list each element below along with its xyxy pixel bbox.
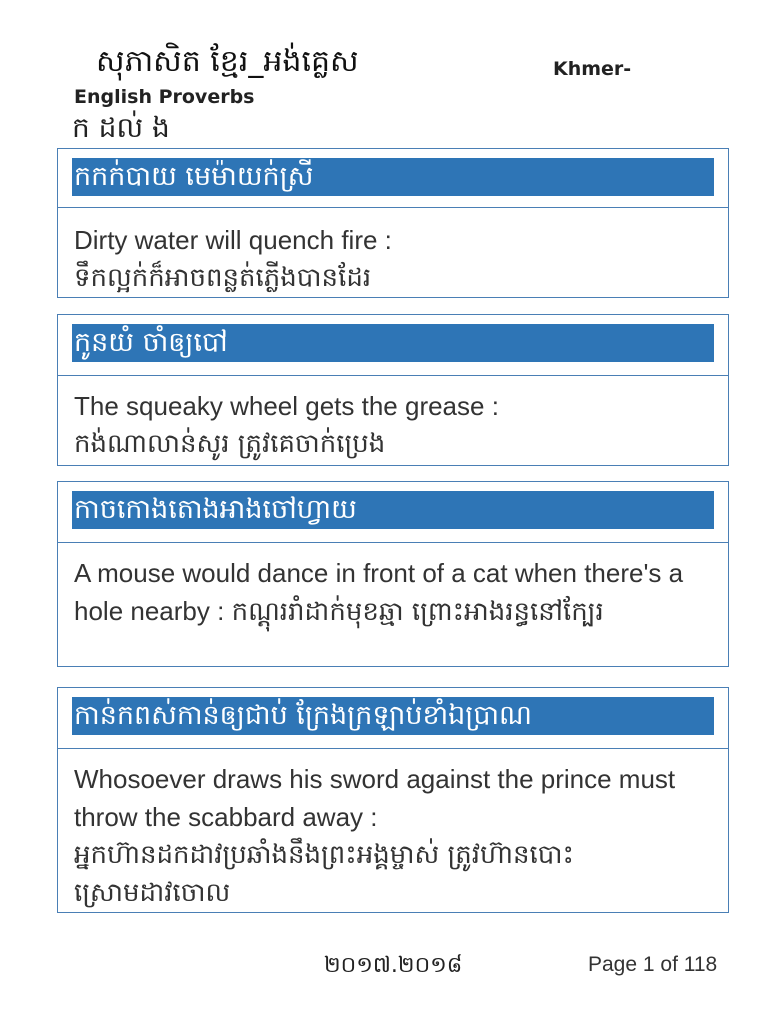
proverb-card xyxy=(57,314,729,466)
proverb-english: Dirty water will quench fire : xyxy=(74,225,392,255)
proverb-khmer-band: កកក់បាយ មេម៉ាយក់ស្រី xyxy=(72,158,714,196)
proverb-english: Whosoever draws his sword against the prince must throw the scabbard away : xyxy=(74,764,676,832)
proverb-english: A mouse would dance in front of a cat when there's a hole nearby : xyxy=(74,558,684,626)
page-title-khmer: សុភាសិត ខ្មែរ_អង់គ្លេស xyxy=(96,44,359,79)
footer-date: ២០១៧.២០១៨ xyxy=(324,953,463,978)
proverb-khmer-translation: ទឹកល្អក់ក៏អាចពន្លត់ភ្លើងបានដែរ xyxy=(74,263,372,293)
proverb-english: The squeaky wheel gets the grease : xyxy=(74,391,499,421)
proverb-khmer-band: កាចកោងតោងអាងចៅហ្វាយ xyxy=(72,491,714,529)
page-title-english-part1: Khmer- xyxy=(553,58,632,80)
proverb-body xyxy=(74,387,716,463)
proverb-khmer-translation: អ្នកហ៊ានដកដាវប្រឆាំងនឹងព្រះអង្គម្ចាស់ ត្រូវហ៊ានបោះ ស្រោមដាវចោល xyxy=(74,840,574,908)
proverb-body xyxy=(74,760,716,912)
proverb-header xyxy=(58,482,728,543)
proverb-header xyxy=(58,149,728,208)
proverb-header xyxy=(58,688,728,749)
proverb-card xyxy=(57,687,729,913)
proverb-khmer-translation: កង់ណាលាន់សូរ ត្រូវគេចាក់ប្រេង xyxy=(74,429,386,459)
proverb-khmer-band: កាន់កពស់កាន់ឲ្យជាប់ ក្រែងក្រឡាប់ខាំឯប្រាណ xyxy=(72,697,714,735)
proverb-body xyxy=(74,221,716,297)
footer-page-number: Page 1 of 118 xyxy=(588,953,718,976)
proverb-header xyxy=(58,315,728,376)
proverb-card xyxy=(57,148,729,298)
proverb-body xyxy=(74,554,716,631)
proverb-khmer-translation: កណ្ដុររាំដាក់មុខឆ្មា ព្រោះអាងរន្ធនៅក្បែរ xyxy=(231,597,604,627)
letter-range: ក ដល់ ង xyxy=(72,111,170,144)
proverb-card xyxy=(57,481,729,667)
page-title-english-part2: English Proverbs xyxy=(74,86,255,108)
proverb-khmer-band: កូនយំ ចាំឲ្យបៅ xyxy=(72,324,714,362)
